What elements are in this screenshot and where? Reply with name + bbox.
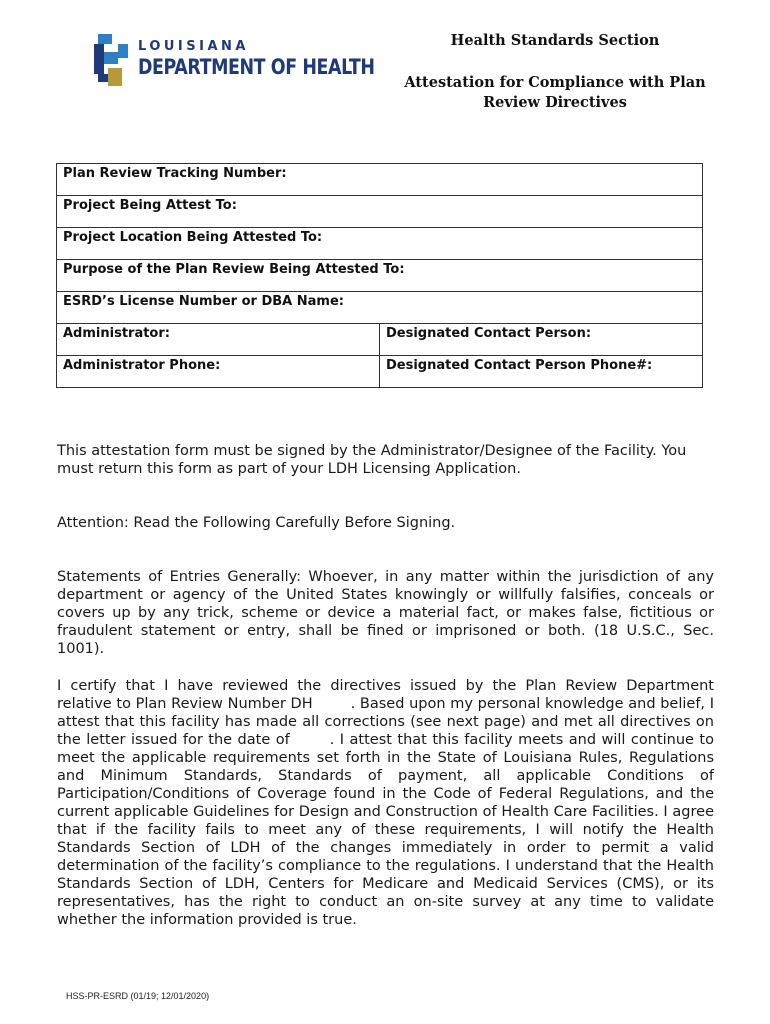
table-row: [57, 228, 703, 260]
ldh-cross-icon: [94, 34, 134, 86]
form-title: Attestation for Compliance with Plan Review Directives: [404, 74, 706, 111]
table-row: [57, 356, 703, 388]
certify-text-3: . I attest that this facility meets and will continue to meet the applicable requirements set forth in the State of Louisiana Rules, Regulations and Minimum Standards, Standards of payment, all applicable Conditions of Participation/Conditions of Coverage found in the Code of Federal Regulations, and the current applicable Guidelines for Design and Construction of Health Care Facilities. I agree that if the facility fails to meet any of these requirements, I will notify the Health Standards Section of LDH of the changes immediately in order to permit a valid determination of the facility’s compliance to the regulations. I understand that the Health Standards Section of LDH, Centers for Medicare and Medicaid Services (CMS), or its representatives, has the right to conduct an on-site survey at any time to validate whether the information provided is true.: [57, 732, 714, 928]
facility-info-table: [56, 163, 703, 388]
logo-state-text: LOUISIANA: [138, 39, 249, 54]
attention-paragraph: Attention: Read the Following Carefully Before Signing.: [57, 515, 456, 531]
purpose-field[interactable]: Purpose of the Plan Review Being Attested To:: [57, 260, 703, 292]
table-row: [57, 260, 703, 292]
project-field[interactable]: Project Being Attest To:: [57, 196, 703, 228]
project-location-field[interactable]: Project Location Being Attested To:: [57, 228, 703, 260]
tracking-number-field[interactable]: Plan Review Tracking Number:: [57, 164, 703, 196]
section-heading: Health Standards Section: [450, 32, 660, 49]
table-row: [57, 292, 703, 324]
table-row: [57, 196, 703, 228]
certify-text-1: I certify that I have reviewed the directives issued by the Plan Review Department relative to Plan Review Number DH: [57, 678, 714, 712]
ldh-logo: [94, 34, 375, 90]
license-field[interactable]: ESRD’s License Number or DBA Name:: [57, 292, 703, 324]
administrator-field[interactable]: Administrator:: [57, 324, 380, 356]
logo-department-text: DEPARTMENT OF HEALTH: [138, 55, 375, 79]
intro-paragraph: This attestation form must be signed by the Administrator/Designee of the Facility. You must return this form as part of your LDH Licensing Application.: [57, 443, 687, 477]
certification-paragraph: [57, 677, 714, 929]
statements-paragraph: Statements of Entries Generally: Whoever, in any matter within the jurisdiction of any department or agency of the United States knowingly or willfully falsifies, conceals or covers up by any trick, scheme or device a material fact, or makes false, fictitious or fraudulent statement or entry, shall be fined or imprisoned or both. (18 U.S.C., Sec. 1001).: [57, 569, 714, 657]
table-row: [57, 324, 703, 356]
table-row: [57, 164, 703, 196]
contact-person-field[interactable]: Designated Contact Person:: [380, 324, 703, 356]
certify-text-2: . Based upon my personal knowledge and belief, I attest that this facility has made all corrections (see next page) and met all directives on the letter issued for the date of: [57, 696, 714, 748]
form-code: HSS-PR-ESRD (01/19; 12/01/2020): [66, 991, 210, 1001]
contact-phone-field[interactable]: Designated Contact Person Phone#:: [380, 356, 703, 388]
administrator-phone-field[interactable]: Administrator Phone:: [57, 356, 380, 388]
